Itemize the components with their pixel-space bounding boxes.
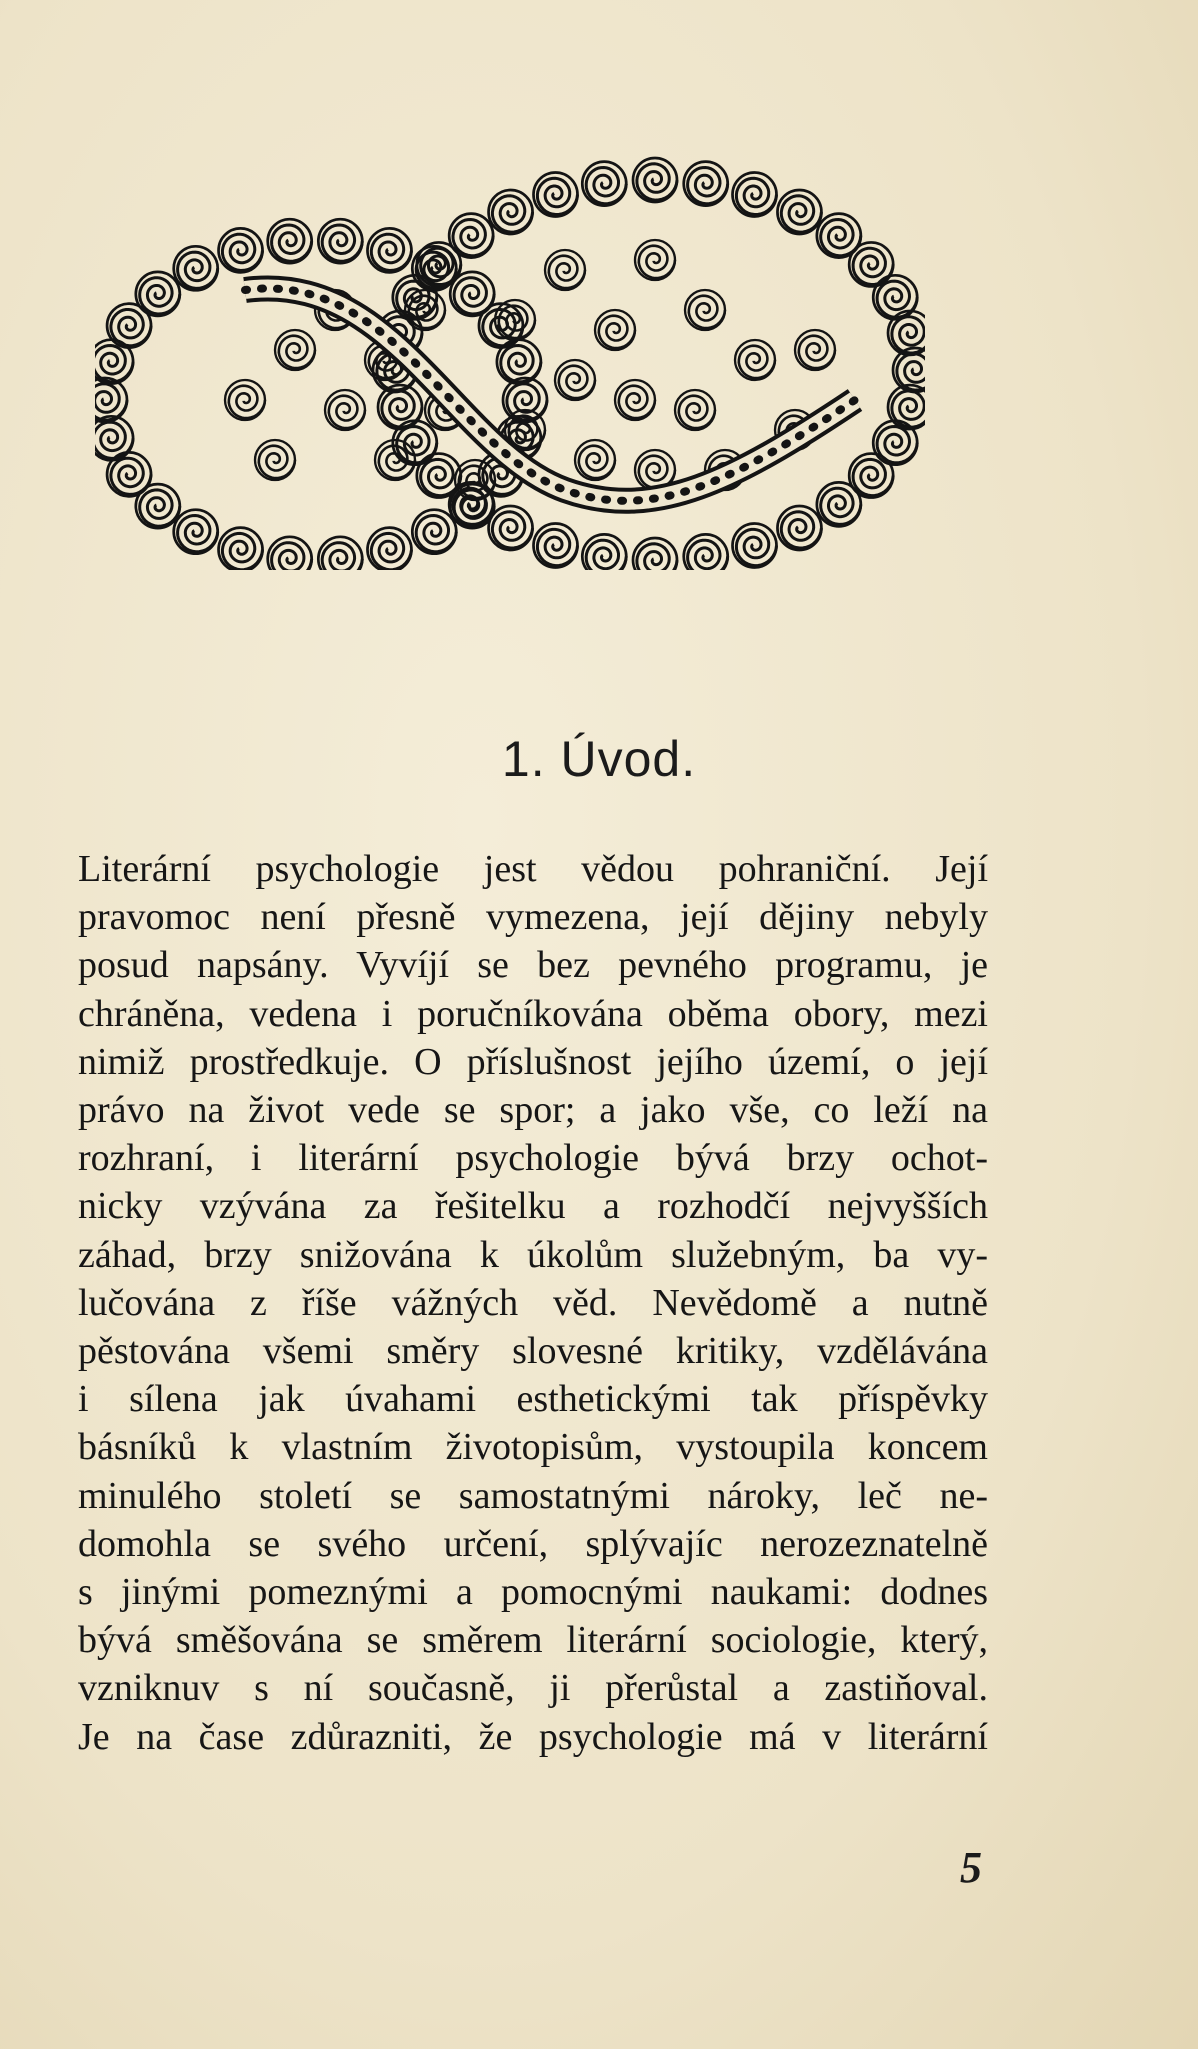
text-line: minulého století se samostatnými nároky, leč ne- (78, 1474, 988, 1517)
text-line: vzniknuv s ní současně, ji přerůstal a zastiňoval. (78, 1667, 988, 1710)
text-line: pravomoc není přesně vymezena, její dějiny nebyly (78, 896, 988, 939)
text-line: rozhraní, i literární psychologie bývá brzy ochot- (78, 1137, 988, 1180)
text-line: Je na čase zdůrazniti, že psychologie má v literární (78, 1715, 988, 1758)
page-number: 5 (960, 1843, 982, 1892)
spiral-ornament-icon (95, 150, 925, 570)
text-line: nicky vzývána za řešitelku a rozhodčí nejvyšších (78, 1185, 988, 1228)
text-line: lučována z říše vážných věd. Nevědomě a nutně (78, 1281, 988, 1324)
text-line: nimiž prostředkuje. O příslušnost jejího území, o její (78, 1040, 988, 1083)
text-line: básníků k vlastním životopisům, vystoupila koncem (78, 1426, 988, 1469)
chapter-heading: 1. Úvod. (501, 731, 697, 787)
text-line: pěstována všemi směry slovesné kritiky, vzdělávána (78, 1330, 988, 1373)
text-line: právo na život vede se spor; a jako vše, co leží na (78, 1089, 988, 1132)
text-line: posud napsány. Vyvíjí se bez pevného programu, je (78, 944, 988, 987)
text-line: domohla se svého určení, splývajíc nerozeznatelně (78, 1522, 988, 1565)
text-line: záhad, brzy snižována k úkolům služebným, ba vy- (78, 1233, 988, 1276)
text-line: s jinými pomeznými a pomocnými naukami: dodnes (78, 1571, 988, 1614)
body-paragraph (78, 845, 988, 1761)
text-line: i sílena jak úvahami esthetickými tak příspěvky (78, 1378, 988, 1421)
text-line: bývá směšována se směrem literární sociologie, který, (78, 1619, 988, 1662)
text-line: Literární psychologie jest vědou pohraniční. Její (78, 848, 988, 890)
text-line: chráněna, vedena i poručníkována oběma obory, mezi (78, 992, 988, 1035)
